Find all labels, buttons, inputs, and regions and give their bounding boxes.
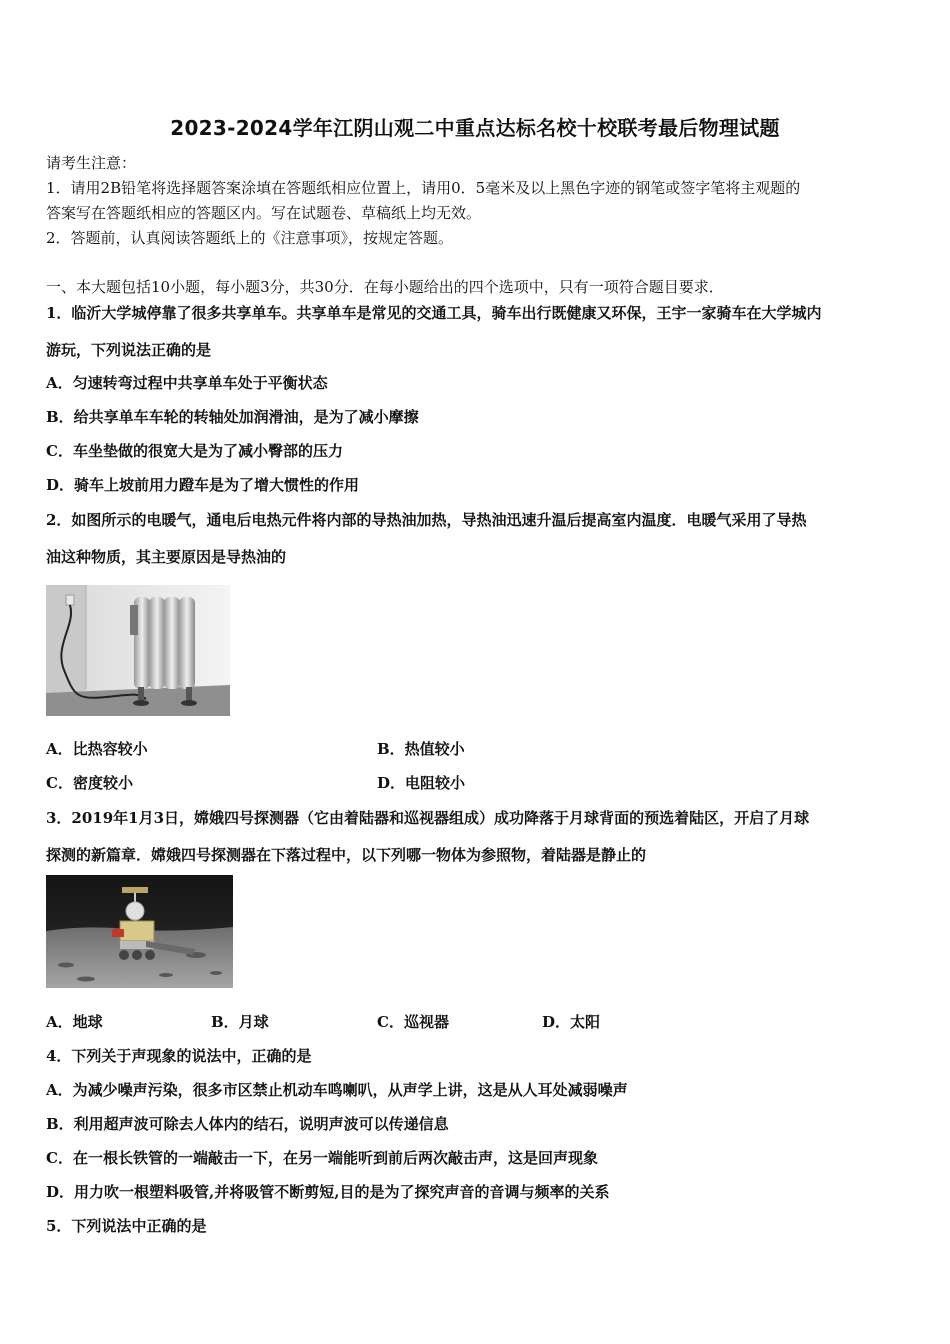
q3-option-b: B．月球	[211, 1013, 269, 1031]
q1-stem-line-1: 1．临沂大学城停靠了很多共享单车。共享单车是常见的交通工具，骑车出行既健康又环保，王宇一家骑车在大学城内	[46, 304, 822, 322]
notice-item-2: 2．答题前，认真阅读答题纸上的《注意事项》，按规定答题。	[46, 229, 454, 247]
q5-stem: 5．下列说法中正确的是	[46, 1217, 207, 1235]
q4-stem: 4．下列关于声现象的说法中，正确的是	[46, 1047, 312, 1065]
notice-heading: 请考生注意：	[46, 154, 137, 172]
oil-heater-photo	[46, 585, 230, 716]
q2-option-b: B．热值较小	[377, 740, 465, 758]
q2-stem-line-2: 油这种物质，其主要原因是导热油的	[46, 548, 287, 566]
section-1-heading: 一、本大题包括10小题，每小题3分，共30分．在每小题给出的四个选项中，只有一项符合题目要求．	[46, 278, 724, 296]
q4-option-a: A．为减少噪声污染，很多市区禁止机动车鸣喇叭，从声学上讲，这是从人耳处减弱噪声	[46, 1081, 628, 1099]
notice-item-1-line-1: 1．请用2B铅笔将选择题答案涂填在答题纸相应位置上，请用0．5毫米及以上黑色字迹的钢笔或签字笔将主观题的	[46, 179, 801, 197]
q4-option-d: D．用力吹一根塑料吸管,并将吸管不断剪短,目的是为了探究声音的音调与频率的关系	[46, 1183, 610, 1201]
q3-stem-line-1: 3．2019年1月3日，嫦娥四号探测器（它由着陆器和巡视器组成）成功降落于月球背面的预选着陆区，开启了月球	[46, 809, 810, 827]
q2-option-a: A．比热容较小	[46, 740, 148, 758]
q2-option-d: D．电阻较小	[377, 774, 466, 792]
lunar-rover-illustration	[46, 875, 233, 988]
lunar-rover-photo	[46, 875, 233, 988]
q3-option-c: C．巡视器	[377, 1013, 449, 1031]
q4-option-c: C．在一根长铁管的一端敲击一下，在另一端能听到前后两次敲击声，这是回声现象	[46, 1149, 598, 1167]
page-title: 2023-2024学年江阴山观二中重点达标名校十校联考最后物理试题	[170, 116, 780, 140]
q1-option-b: B．给共享单车车轮的转轴处加润滑油，是为了减小摩擦	[46, 408, 419, 426]
q1-option-c: C．车坐垫做的很宽大是为了减小臀部的压力	[46, 442, 343, 460]
q3-option-a: A．地球	[46, 1013, 103, 1031]
q2-option-c: C．密度较小	[46, 774, 133, 792]
q1-option-a: A．匀速转弯过程中共享单车处于平衡状态	[46, 374, 328, 392]
oil-heater-illustration	[46, 585, 230, 716]
notice-item-1-line-2: 答案写在答题纸相应的答题区内。写在试题卷、草稿纸上均无效。	[46, 204, 482, 222]
q4-option-b: B．利用超声波可除去人体内的结石，说明声波可以传递信息	[46, 1115, 449, 1133]
q2-stem-line-1: 2．如图所示的电暖气，通电后电热元件将内部的导热油加热，导热油迅速升温后提高室内温度．电暖气采用了导热	[46, 511, 807, 529]
q1-option-d: D．骑车上坡前用力蹬车是为了增大惯性的作用	[46, 476, 360, 494]
q3-option-d: D．太阳	[542, 1013, 601, 1031]
q1-stem-line-2: 游玩，下列说法正确的是	[46, 341, 212, 359]
q3-stem-line-2: 探测的新篇章．嫦娥四号探测器在下落过程中，以下列哪一物体为参照物，着陆器是静止的	[46, 846, 647, 864]
